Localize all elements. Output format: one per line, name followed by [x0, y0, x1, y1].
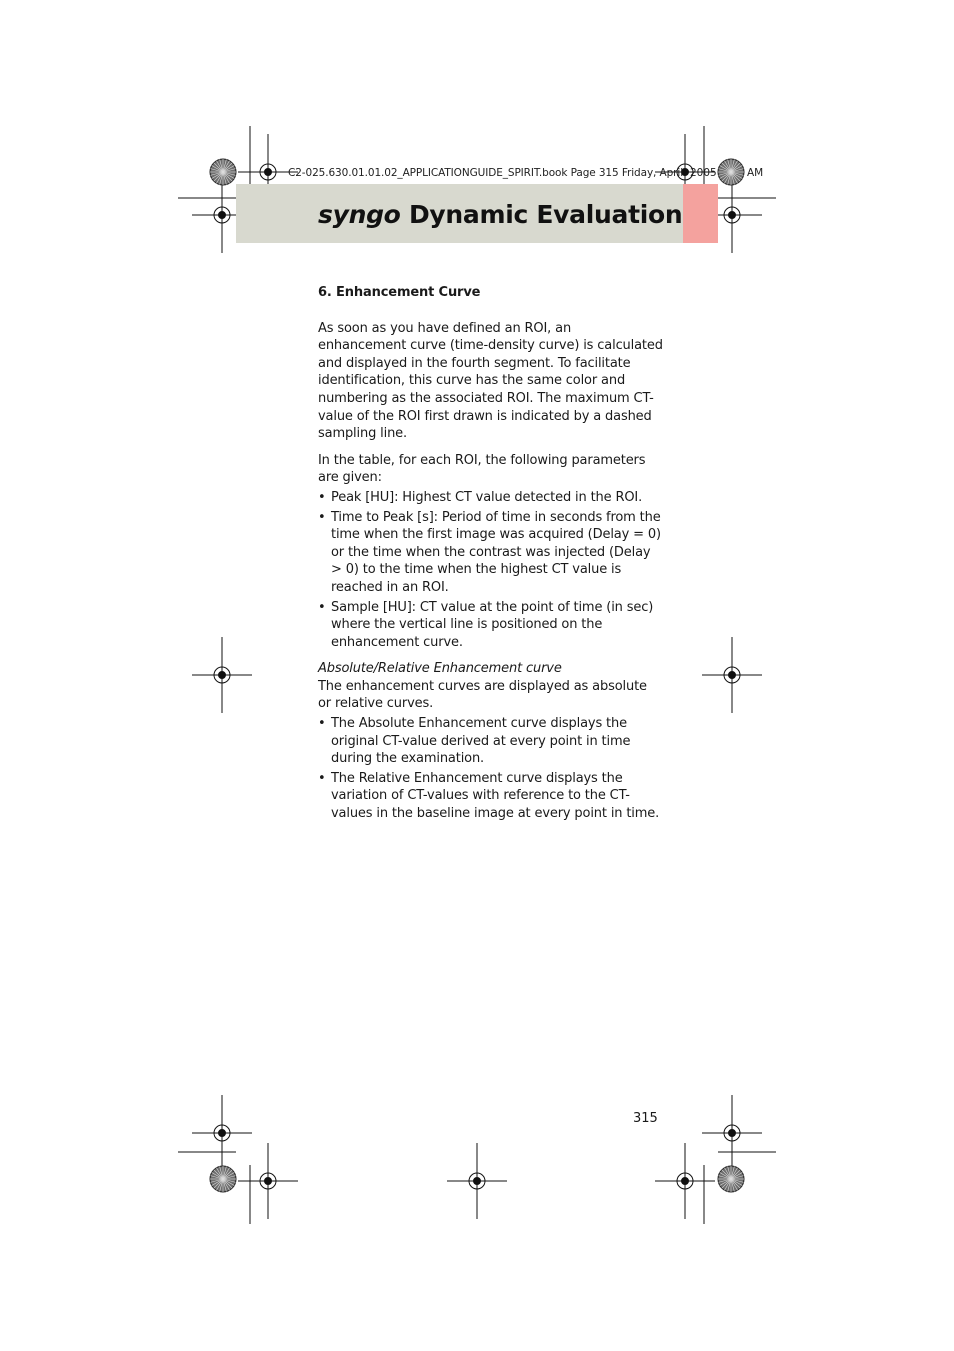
- brand-name: syngo: [318, 200, 401, 229]
- subheading: Absolute/Relative Enhancement curve: [318, 661, 562, 677]
- list-item: • Time to Peak [s]: Period of time in seconds from the time when the first image was acquired (Delay = 0) or the time when the contrast was injected (Delay > 0) to the time when the highest CT value is reached in an ROI.: [318, 509, 663, 597]
- registration-crosshair-icon: [702, 637, 762, 713]
- registration-crosshair-icon: [238, 1143, 298, 1219]
- print-slug-time: AM: [747, 167, 764, 179]
- section-heading: 6. Enhancement Curve: [318, 285, 481, 300]
- registration-crosshair-icon: [192, 1095, 252, 1171]
- main-content: [318, 284, 663, 823]
- page-number: 315: [633, 1111, 658, 1126]
- curves-intro-paragraph: The enhancement curves are displayed as absolute or relative curves.: [318, 678, 647, 712]
- print-slug-year: 2005: [690, 167, 717, 179]
- list-item: • The Relative Enhancement curve displays the variation of CT-values with reference to the CT-values in the baseline image at every point in time.: [318, 770, 663, 823]
- starburst-dot-icon: [718, 1166, 744, 1192]
- print-slug-file-info: C2-025.630.01.01.02_APPLICATIONGUIDE_SPIRIT.book Page 315 Friday, April: [288, 167, 684, 179]
- list-item: • Sample [HU]: CT value at the point of time (in sec) where the vertical line is positioned on the enhancement curve.: [318, 599, 663, 652]
- starburst-dot-icon: [210, 159, 236, 185]
- registration-crosshair-icon: [655, 1143, 715, 1219]
- starburst-dot-icon: [718, 159, 744, 185]
- parameter-list: [318, 489, 663, 651]
- table-intro-paragraph: In the table, for each ROI, the following parameters are given:: [318, 452, 646, 486]
- curve-type-list: [318, 715, 663, 823]
- registration-crosshair-icon: [447, 1143, 507, 1219]
- list-item: • The Absolute Enhancement curve displays the original CT-value derived at every point in time during the examination.: [318, 715, 663, 768]
- registration-crosshair-icon: [192, 637, 252, 713]
- header-color-tab: [683, 184, 718, 243]
- intro-paragraph: As soon as you have defined an ROI, an enhancement curve (time-density curve) is calculated and displayed in the fourth segment. To facilitate identification, this curve has the same color and numbering as the associated ROI. The maximum CT-value of the ROI first drawn is indicated by a dashed sampling line.: [318, 320, 663, 442]
- registration-crosshair-icon: [702, 1095, 762, 1171]
- starburst-dot-icon: [210, 1166, 236, 1192]
- title-text: Dynamic Evaluation: [400, 200, 683, 229]
- page-title: [318, 200, 682, 229]
- list-item: • Peak [HU]: Highest CT value detected in the ROI.: [318, 489, 663, 507]
